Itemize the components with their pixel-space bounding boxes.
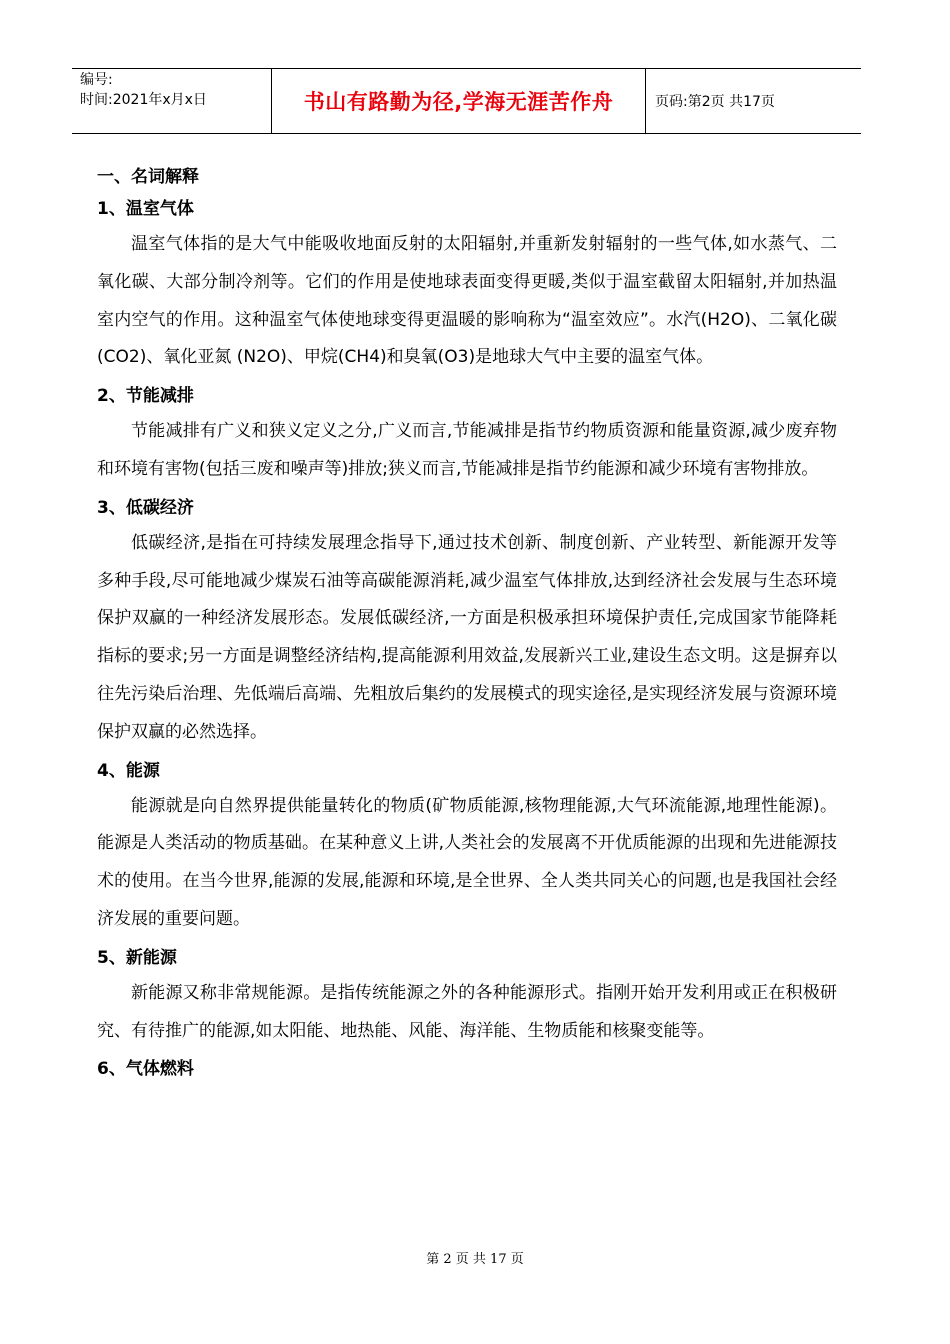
term-heading: 5、新能源 [97, 947, 177, 968]
section-title: 一、名词解释 [97, 167, 199, 187]
term-item [97, 497, 837, 752]
page-header [72, 68, 861, 134]
term-heading: 2、节能减排 [97, 386, 194, 407]
header-number: 编号: [80, 72, 113, 88]
document-body [97, 164, 837, 1086]
header-page-info: 页码:第2页 共17页 [655, 94, 775, 110]
term-item [97, 385, 837, 489]
term-paragraph: 低碳经济,是指在可持续发展理念指导下,通过技术创新、制度创新、产业转型、新能源开发等多种手段,尽可能地减少煤炭石油等高碳能源消耗,减少温室气体排放,达到经济社会发展与生态环境保护双赢的一种经济发展形态。发展低碳经济,一方面是积极承担环境保护责任,完成国家节能降耗指标的要求;另一方面是调整经济结构,提高能源利用效益,发展新兴工业,建设生态文明。这是摒弃以往先污染后治理、先低端后高端、先粗放后集约的发展模式的现实途径,是实现经济发展与资源环境保护双赢的必然选择。 [97, 532, 837, 742]
term-heading: 1、温室气体 [97, 199, 194, 219]
header-meta [72, 69, 272, 133]
term-paragraph: 温室气体指的是大气中能吸收地面反射的太阳辐射,并重新发射辐射的一些气体,如水蒸气、二氧化碳、大部分制冷剂等。它们的作用是使地球表面变得更暖,类似于温室截留太阳辐射,并加热温室内空气的作用。这种温室气体使地球变得更温暖的影响称为“温室效应”。水汽(H2O)、二氧化碳(CO2)、氧化亚氮 (N2O)、甲烷(CH4)和臭氧(O3)是地球大气中主要的温室气体。 [97, 234, 837, 368]
term-heading: 3、低碳经济 [97, 497, 194, 518]
term-list [97, 198, 837, 1080]
page-footer: 第 2 页 共 17 页 [426, 1252, 524, 1267]
term-paragraph: 新能源又称非常规能源。是指传统能源之外的各种能源形式。指刚开始开发利用或正在积极研究、有待推广的能源,如太阳能、地热能、风能、海洋能、生物质能和核聚变能等。 [97, 982, 837, 1041]
term-paragraph: 能源就是向自然界提供能量转化的物质(矿物质能源,核物理能源,大气环流能源,地理性能源)。能源是人类活动的物质基础。在某种意义上讲,人类社会的发展离不开优质能源的出现和先进能源技术的使用。在当今世界,能源的发展,能源和环境,是全世界、全人类共同关心的问题,也是我国社会经济发展的重要问题。 [97, 795, 837, 929]
header-time: 时间:2021年x月x日 [80, 92, 207, 108]
term-item [97, 760, 837, 939]
term-paragraph: 节能减排有广义和狭义定义之分,广义而言,节能减排是指节约物质资源和能量资源,减少废弃物和环境有害物(包括三废和噪声等)排放;狭义而言,节能减排是指节约能源和减少环境有害物排放。 [97, 421, 837, 479]
term-item [97, 947, 837, 1051]
term-item [97, 1058, 837, 1080]
header-motto: 书山有路勤为径,学海无涯苦作舟 [272, 69, 646, 133]
term-heading: 4、能源 [97, 760, 160, 781]
term-item [97, 198, 837, 377]
term-heading: 6、气体燃料 [97, 1059, 194, 1080]
